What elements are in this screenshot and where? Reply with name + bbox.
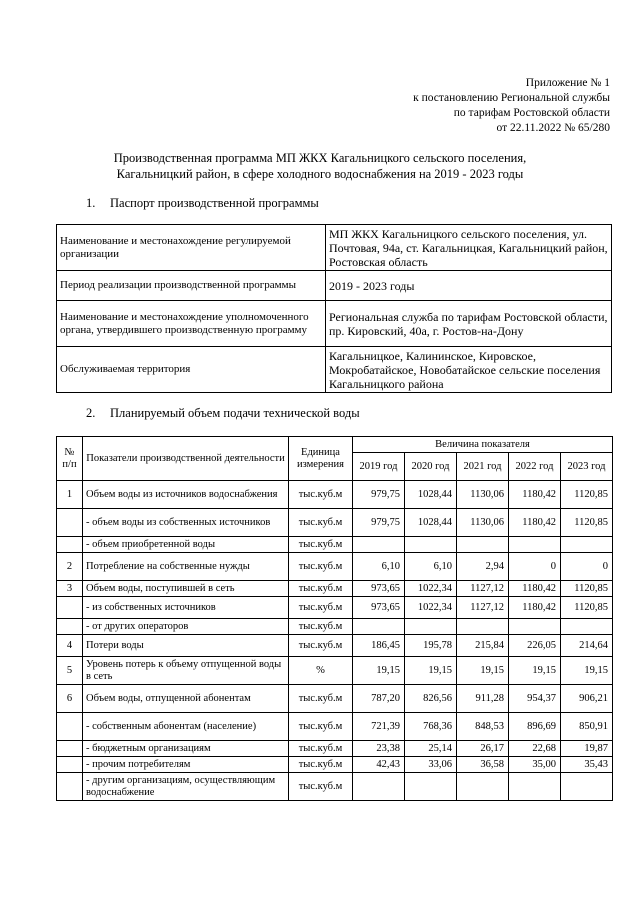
header-indicator: Показатели производственной деятельности	[83, 437, 289, 481]
row-value: 954,37	[509, 685, 561, 713]
row-value: 787,20	[353, 685, 405, 713]
passport-key: Обслуживаемая территория	[57, 347, 326, 393]
row-value	[353, 773, 405, 801]
section-number: 2.	[86, 406, 96, 420]
row-value: 1180,42	[509, 597, 561, 619]
passport-value: Региональная служба по тарифам Ростовской области, пр. Кировский, 40а, г. Ростов-на-Дону	[326, 301, 612, 347]
table-row	[57, 509, 613, 537]
row-value: 6,10	[405, 553, 457, 581]
row-indicator: Потребление на собственные нужды	[83, 553, 289, 581]
row-unit: тыс.куб.м	[289, 537, 353, 553]
row-value: 973,65	[353, 597, 405, 619]
volumes-table	[56, 436, 613, 801]
row-value: 1022,34	[405, 597, 457, 619]
row-value: 906,21	[561, 685, 613, 713]
row-num	[57, 741, 83, 757]
section-title: Планируемый объем подачи технической воды	[110, 406, 360, 420]
table-row	[57, 481, 613, 509]
row-value: 19,15	[457, 657, 509, 685]
passport-key: Наименование и местонахождение регулируемой организации	[57, 225, 326, 271]
row-value: 22,68	[509, 741, 561, 757]
row-value: 215,84	[457, 635, 509, 657]
row-value	[353, 619, 405, 635]
row-indicator: - другим организациям, осуществляющим водоснабжение	[83, 773, 289, 801]
table-row	[57, 553, 613, 581]
row-value: 19,15	[509, 657, 561, 685]
row-indicator: Объем воды из источников водоснабжения	[83, 481, 289, 509]
row-value: 19,87	[561, 741, 613, 757]
passport-key: Наименование и местонахождение уполномоченного органа, утвердившего производственную программу	[57, 301, 326, 347]
row-value: 850,91	[561, 713, 613, 741]
row-value: 6,10	[353, 553, 405, 581]
row-value	[561, 619, 613, 635]
row-value: 25,14	[405, 741, 457, 757]
row-indicator: - объем воды из собственных источников	[83, 509, 289, 537]
row-num: 2	[57, 553, 83, 581]
appendix-line: к постановлению Региональной службы	[413, 92, 610, 104]
passport-table	[56, 224, 612, 393]
row-num	[57, 757, 83, 773]
row-value	[509, 619, 561, 635]
table-row	[57, 619, 613, 635]
row-indicator: - объем приобретенной воды	[83, 537, 289, 553]
row-unit: тыс.куб.м	[289, 741, 353, 757]
row-value: 721,39	[353, 713, 405, 741]
row-value	[457, 619, 509, 635]
appendix-line: по тарифам Ростовской области	[453, 107, 610, 119]
section-number: 1.	[86, 196, 96, 210]
row-value	[457, 773, 509, 801]
row-value: 2,94	[457, 553, 509, 581]
row-value	[561, 773, 613, 801]
row-value: 1120,85	[561, 581, 613, 597]
table-row	[57, 635, 613, 657]
row-num: 4	[57, 635, 83, 657]
row-unit: тыс.куб.м	[289, 713, 353, 741]
header-num: № п/п	[57, 437, 83, 481]
row-value: 19,15	[353, 657, 405, 685]
row-value: 848,53	[457, 713, 509, 741]
row-value: 1180,42	[509, 509, 561, 537]
row-unit: тыс.куб.м	[289, 553, 353, 581]
header-unit: Единица измерения	[289, 437, 353, 481]
row-value: 1120,85	[561, 597, 613, 619]
row-value	[561, 537, 613, 553]
table-row	[57, 757, 613, 773]
row-value: 23,38	[353, 741, 405, 757]
row-value: 0	[561, 553, 613, 581]
table-row	[57, 741, 613, 757]
row-value: 1127,12	[457, 597, 509, 619]
row-num	[57, 713, 83, 741]
row-value	[509, 537, 561, 553]
row-indicator: - от других операторов	[83, 619, 289, 635]
row-value: 979,75	[353, 481, 405, 509]
appendix-line: от 22.11.2022 № 65/280	[496, 122, 610, 134]
row-value	[353, 537, 405, 553]
row-value: 1130,06	[457, 481, 509, 509]
row-value: 768,36	[405, 713, 457, 741]
table-header-row	[57, 437, 613, 453]
row-value: 35,43	[561, 757, 613, 773]
section-title: Паспорт производственной программы	[110, 196, 319, 210]
row-value: 1120,85	[561, 481, 613, 509]
title-line: Производственная программа МП ЖКХ Кагальницкого сельского поселения,	[113, 151, 527, 165]
row-num	[57, 773, 83, 801]
row-value: 1130,06	[457, 509, 509, 537]
row-indicator: Уровень потерь к объему отпущенной воды в сеть	[83, 657, 289, 685]
passport-row	[57, 225, 612, 271]
document-title	[60, 150, 580, 182]
row-indicator: - бюджетным организациям	[83, 741, 289, 757]
row-num: 3	[57, 581, 83, 597]
row-value: 1180,42	[509, 581, 561, 597]
row-value: 1180,42	[509, 481, 561, 509]
table-row	[57, 581, 613, 597]
row-value: 19,15	[561, 657, 613, 685]
passport-value: МП ЖКХ Кагальницкого сельского поселения, ул. Почтовая, 94а, ст. Кагальницкая, Кагальницкий район, Ростовская область	[326, 225, 612, 271]
row-value: 1028,44	[405, 481, 457, 509]
row-value: 36,58	[457, 757, 509, 773]
table-row	[57, 657, 613, 685]
table-row	[57, 685, 613, 713]
row-value: 979,75	[353, 509, 405, 537]
row-value: 33,06	[405, 757, 457, 773]
header-year: 2022 год	[509, 453, 561, 481]
row-value	[405, 619, 457, 635]
row-value: 973,65	[353, 581, 405, 597]
row-unit: тыс.куб.м	[289, 635, 353, 657]
row-value: 0	[509, 553, 561, 581]
row-value: 896,69	[509, 713, 561, 741]
row-value: 186,45	[353, 635, 405, 657]
table-row	[57, 537, 613, 553]
row-num	[57, 537, 83, 553]
header-value: Величина показателя	[353, 437, 613, 453]
header-year: 2019 год	[353, 453, 405, 481]
row-value: 214,64	[561, 635, 613, 657]
row-unit: %	[289, 657, 353, 685]
passport-row	[57, 347, 612, 393]
row-value	[405, 773, 457, 801]
row-value: 42,43	[353, 757, 405, 773]
row-indicator: Потери воды	[83, 635, 289, 657]
row-unit: тыс.куб.м	[289, 509, 353, 537]
row-indicator: Объем воды, поступившей в сеть	[83, 581, 289, 597]
table-row	[57, 597, 613, 619]
header-year: 2023 год	[561, 453, 613, 481]
row-value: 1120,85	[561, 509, 613, 537]
row-value: 1028,44	[405, 509, 457, 537]
row-num: 5	[57, 657, 83, 685]
row-unit: тыс.куб.м	[289, 481, 353, 509]
row-indicator: - прочим потребителям	[83, 757, 289, 773]
table-row	[57, 773, 613, 801]
row-value: 1022,34	[405, 581, 457, 597]
row-indicator: Объем воды, отпущенной абонентам	[83, 685, 289, 713]
passport-row	[57, 301, 612, 347]
row-value	[457, 537, 509, 553]
row-num	[57, 619, 83, 635]
row-value: 195,78	[405, 635, 457, 657]
row-unit: тыс.куб.м	[289, 757, 353, 773]
appendix-line: Приложение № 1	[525, 77, 610, 89]
row-num: 1	[57, 481, 83, 509]
row-num	[57, 597, 83, 619]
row-unit: тыс.куб.м	[289, 773, 353, 801]
row-unit: тыс.куб.м	[289, 597, 353, 619]
row-value: 35,00	[509, 757, 561, 773]
volumes-body	[57, 481, 613, 801]
row-num	[57, 509, 83, 537]
row-value: 1127,12	[457, 581, 509, 597]
passport-value: Кагальницкое, Калининское, Кировское, Мокробатайское, Новобатайское сельские поселения Кагальницкого района	[326, 347, 612, 393]
row-unit: тыс.куб.м	[289, 619, 353, 635]
row-unit: тыс.куб.м	[289, 685, 353, 713]
row-unit: тыс.куб.м	[289, 581, 353, 597]
passport-row	[57, 271, 612, 301]
passport-value: 2019 - 2023 годы	[326, 271, 612, 301]
title-line: Кагальницкий район, в сфере холодного водоснабжения на 2019 - 2023 годы	[116, 167, 524, 181]
appendix-block	[310, 76, 610, 136]
row-value: 19,15	[405, 657, 457, 685]
row-value	[509, 773, 561, 801]
row-value	[405, 537, 457, 553]
row-value: 826,56	[405, 685, 457, 713]
row-value: 226,05	[509, 635, 561, 657]
section-1-heading	[86, 196, 319, 211]
row-value: 26,17	[457, 741, 509, 757]
section-2-heading	[86, 406, 360, 421]
row-value: 911,28	[457, 685, 509, 713]
header-year: 2021 год	[457, 453, 509, 481]
row-num: 6	[57, 685, 83, 713]
row-indicator: - из собственных источников	[83, 597, 289, 619]
passport-key: Период реализации производственной программы	[57, 271, 326, 301]
row-indicator: - собственным абонентам (население)	[83, 713, 289, 741]
table-row	[57, 713, 613, 741]
header-year: 2020 год	[405, 453, 457, 481]
